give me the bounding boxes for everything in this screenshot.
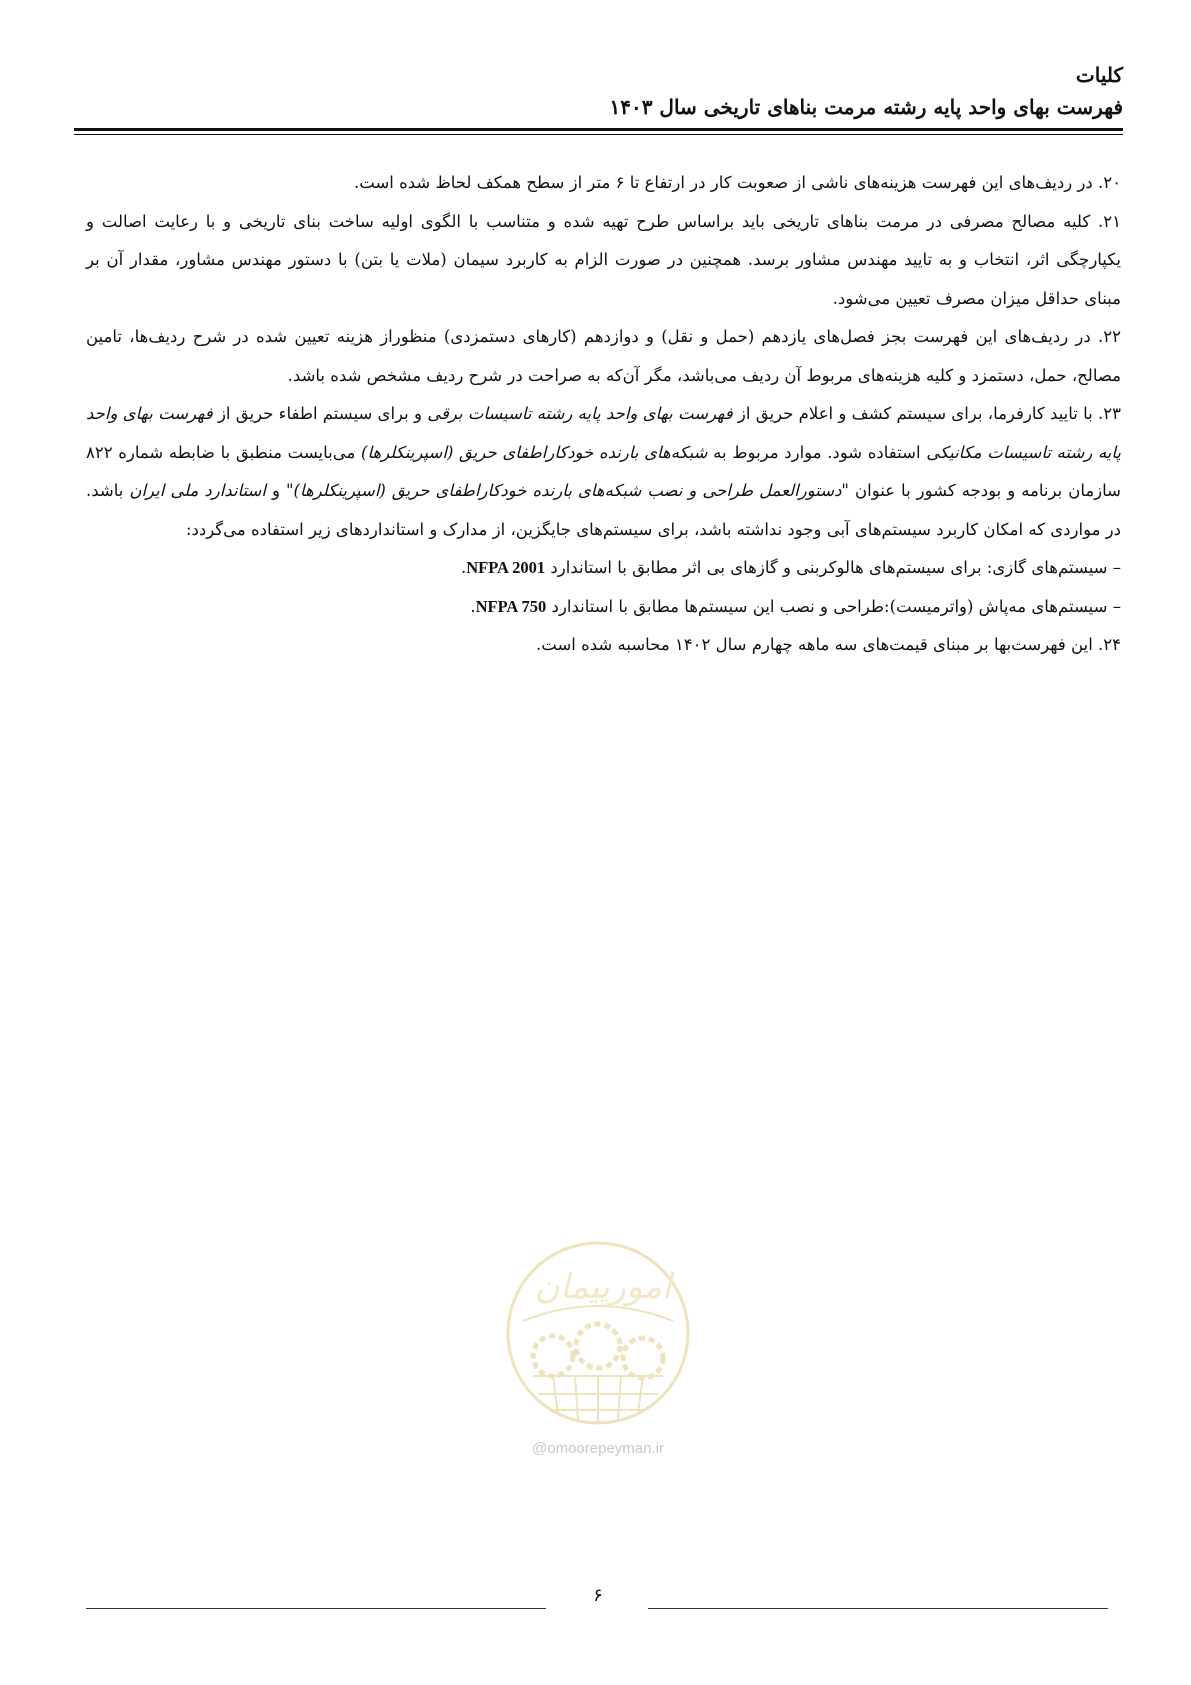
text-segment: NFPA 2001 <box>466 558 546 577</box>
text-segment: ۲۲. در ردیف‌های این فهرست بجز فصل‌های یازدهم (حمل و نقل) و دوازدهم (کارهای دستمزدی) منظوراز هزینه تعیین شده در شرح ردیف‌ها، تامین مصالح، حمل، دستمزد و کلیه هزینه‌های مربوط آن ردیف می‌باشد، مگر آن‌که به صراحت در شرح ردیف مشخص شده باشد. <box>86 327 1121 385</box>
text-segment: می‌بایست منطبق با ضابطه شماره ۸۲۲ سازمان برنامه و بودجه کشور با عنوان <box>86 442 1122 500</box>
document-body <box>86 164 1121 665</box>
text-segment: فهرست بهای واحد پایه رشته تاسیسات مکانیکی <box>86 404 1122 462</box>
list-item <box>86 549 1121 588</box>
text-segment: NFPA 750 <box>475 596 547 616</box>
text-segment: – سیستم‌های گازی: برای سیستم‌های هالوکربنی و گازهای بی اثر مطابق با استاندارد <box>545 558 1121 577</box>
paragraph-p20 <box>86 164 1121 203</box>
list-item <box>86 588 1121 627</box>
text-segment: ۲۴. این فهرست‌بها بر مبنای قیمت‌های سه ماهه چهارم سال ۱۴۰۲ محاسبه شده است. <box>536 635 1121 654</box>
text-segment: و <box>265 481 286 500</box>
text-segment: فهرست بهای واحد پایه رشته تاسیسات برقی <box>427 404 733 423</box>
text-segment: . <box>470 596 476 616</box>
text-segment: استاندارد ملی ایران <box>129 481 266 500</box>
text-segment: باشد. در مواردی که امکان کاربرد سیستم‌های آبی وجود نداشته باشد، برای سیستم‌های جایگزین، از مدارک و استانداردهای زیر استفاده می‌گردد: <box>86 481 1121 539</box>
text-segment: ۲۱. کلیه مصالح مصرفی در مرمت بناهای تاریخی باید براساس طرح تهیه شده و متناسب با الگوی اولیه ساخت بنای تاریخی و با رعایت اصالت و یکپارچگی اثر، انتخاب و به تایید مهندس مشاور برسد. همچنین در صورت الزام به کاربرد سیمان (ملات یا بتن) با دستور مهندس مشاور، مقدار آن بر مبنای حداقل میزان مصرف تعیین می‌شود. <box>86 211 1121 308</box>
section-title: کلیات <box>1075 63 1123 87</box>
text-segment: شبکه‌های بارنده خودکاراطفای حریق (اسپرینکلرها) <box>361 442 708 462</box>
header-rule-thick <box>74 128 1123 131</box>
text-segment: استفاده شود. موارد مربوط به <box>707 442 927 462</box>
page-number: ۶ <box>593 1585 603 1606</box>
text-segment: و برای سیستم اطفاء حریق از <box>212 404 428 423</box>
text-segment: – سیستم‌های مه‌پاش (واترمیست):طراحی و نصب این سیستم‌ها مطابق با استاندارد <box>546 596 1121 616</box>
footer-rule-left <box>86 1608 546 1609</box>
text-segment: ۲۰. در ردیف‌های این فهرست هزینه‌های ناشی از صعوبت کار در ارتفاع تا ۶ متر از سطح همکف لحاظ شده است. <box>354 173 1121 192</box>
paragraph-p22 <box>86 318 1121 395</box>
omoorepeyman-logo-watermark <box>503 1236 693 1430</box>
header-rule-thin <box>74 134 1123 135</box>
paragraph-p24 <box>86 626 1121 665</box>
paragraph-p21 <box>86 203 1121 319</box>
footer-rule-right <box>648 1608 1108 1609</box>
watermark-site: @omoorepeyman.ir <box>532 1440 664 1457</box>
text-segment: "دستورالعمل طراحی و نصب شبکه‌های بارنده خودکاراطفای حریق (اسپرینکلرها)" <box>285 481 850 500</box>
document-title: فهرست بهای واحد پایه رشته مرمت بناهای تاریخی سال ۱۴۰۳ <box>609 95 1123 119</box>
text-segment: ۲۳. با تایید کارفرما، برای سیستم کشف و اعلام حریق از <box>732 404 1121 423</box>
paragraph-p23 <box>86 395 1121 549</box>
page-header <box>74 58 1123 122</box>
watermark-logo-lettering: امورپیمان <box>534 1267 672 1307</box>
text-segment: . <box>460 558 467 577</box>
